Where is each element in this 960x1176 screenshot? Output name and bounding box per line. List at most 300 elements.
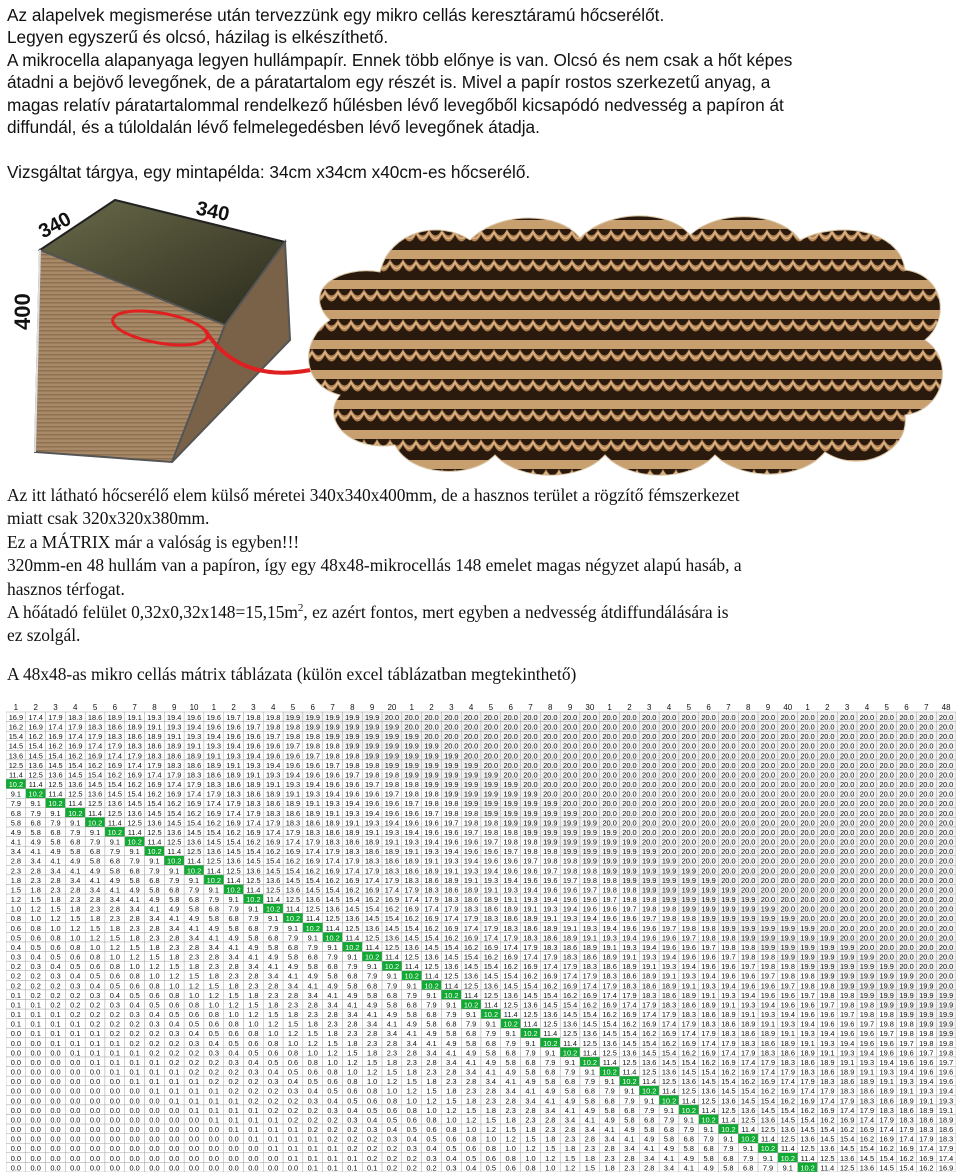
matrix-cell-value: 19.3 [899,1077,914,1087]
matrix-cell-value: 10.2 [483,1010,499,1020]
matrix-cell-value: 11.4 [404,962,419,972]
matrix-cell-value: 11.4 [206,866,221,876]
matrix-cell-value: 12.5 [186,847,202,857]
matrix-cell-value: 19.1 [820,1048,835,1058]
matrix-cell-value: 0.0 [70,1115,81,1125]
matrix-cell-value: 17.4 [483,933,499,943]
matrix-cell-value: 2.3 [327,1019,338,1029]
matrix-cell-value: 20.0 [760,847,776,857]
matrix-cell-value: 19.9 [345,732,360,742]
matrix-cell-value: 5.8 [248,933,259,943]
matrix-cell-value: 11.4 [325,923,340,933]
matrix-cell-value: 18.6 [483,904,499,914]
matrix-cell-value: 14.5 [622,1038,637,1048]
matrix-cell-value: 0.5 [426,1134,437,1144]
matrix-cell-value: 0.0 [70,1096,81,1106]
matrix-cell-value: 20.0 [661,847,677,857]
matrix-cell-value: 20.0 [899,722,914,732]
matrix-cell-value: 19.4 [602,923,617,933]
matrix-cell-value: 19.3 [721,990,736,1000]
matrix-cell-value: 10.2 [325,933,340,943]
matrix-cell-value: 19.3 [325,799,340,809]
matrix-cell-value: 0.2 [268,1105,279,1115]
matrix-cell-value: 2.8 [426,1057,437,1067]
matrix-cell-value: 19.9 [938,1000,954,1010]
matrix-cell-value: 0.1 [109,1048,120,1058]
matrix-cell-value: 20.0 [820,751,835,761]
matrix-cell-value: 0.0 [129,1153,140,1163]
matrix-header-cell: 4 [73,703,78,712]
matrix-cell-value: 2.3 [505,1105,516,1115]
matrix-header-cell: 1 [409,703,414,712]
matrix-cell-value: 5.8 [30,827,41,837]
matrix-cell-value: 16.9 [839,1115,855,1125]
matrix-cell-value: 19.1 [364,827,380,837]
matrix-cell-value: 9.1 [505,1029,516,1039]
matrix-cell-value: 0.2 [347,1144,358,1154]
matrix-cell-value: 19.8 [919,1029,934,1039]
matrix-cell-value: 18.3 [424,885,439,895]
matrix-cell-value: 9.1 [109,837,120,847]
matrix-cell-value: 0.3 [129,1010,140,1020]
matrix-cell-value: 19.1 [899,1086,914,1096]
matrix-cell-value: 19.9 [879,990,894,1000]
matrix-cell-value: 20.0 [602,751,617,761]
matrix-cell-value: 18.6 [147,741,162,751]
matrix-cell-value: 19.1 [463,875,479,885]
matrix-cell-value: 19.9 [800,952,815,962]
matrix-cell-value: 13.6 [642,1057,657,1067]
matrix-cell-value: 20.0 [780,895,795,905]
matrix-cell-value: 16.9 [859,1125,875,1135]
matrix-cell-value: 20.0 [582,732,598,742]
matrix-cell-value: 18.9 [562,933,578,943]
matrix-cell-value: 19.1 [246,770,261,780]
matrix-cell-value: 20.0 [820,741,835,751]
matrix-cell-value: 0.3 [30,962,41,972]
matrix-cell-value: 18.9 [721,1010,736,1020]
matrix-cell-value: 20.0 [919,751,934,761]
matrix-cell-value: 2.3 [208,962,219,972]
matrix-cell-value: 19.9 [701,885,716,895]
matrix-cell-value: 19.9 [780,952,795,962]
matrix-cell-value: 16.2 [186,808,202,818]
matrix-cell-value: 1.2 [248,1010,259,1020]
matrix-cell-value: 7.9 [584,1077,595,1087]
matrix-cell-value: 0.0 [169,1144,180,1154]
matrix-cell-value: 19.6 [206,722,222,732]
matrix-cell-value: 0.8 [406,1105,417,1115]
matrix-cell-value: 0.4 [10,942,22,952]
matrix-cell-value: 19.4 [503,875,518,885]
matrix-cell-value: 4.1 [188,923,200,933]
matrix-cell-value: 4.1 [89,875,101,885]
matrix-cell-value: 19.8 [305,732,320,742]
matrix-cell-value: 10.2 [28,789,43,799]
matrix-cell-value: 20.0 [740,885,756,895]
matrix-cell-value: 5.8 [208,914,219,924]
matrix-cell-value: 0.8 [109,962,120,972]
matrix-cell-value: 0.5 [386,1115,398,1125]
matrix-cell-value: 6.8 [683,1134,694,1144]
matrix-cell-value: 19.4 [582,914,598,924]
matrix-cell-value: 19.8 [285,732,301,742]
matrix-cell-value: 19.8 [859,1000,875,1010]
matrix-cell-value: 17.9 [839,1096,855,1106]
matrix-cell-value: 13.6 [622,1048,637,1058]
matrix-cell-value: 20.0 [642,818,657,828]
matrix-cell-value: 17.4 [404,895,419,905]
matrix-cell-value: 5.8 [505,1057,516,1067]
matrix-cell-value: 11.4 [503,1010,518,1020]
matrix-cell-value: 10.2 [384,962,400,972]
matrix-cell-value: 4.9 [327,981,338,991]
matrix-cell-value: 18.9 [463,885,479,895]
matrix-cell-value: 19.9 [582,818,598,828]
matrix-cell-value: 3.4 [386,1029,398,1039]
matrix-cell-value: 17.9 [721,1038,736,1048]
matrix-cell-value: 19.9 [503,818,518,828]
matrix-cell-value: 19.7 [721,952,736,962]
matrix-cell-value: 19.9 [444,751,459,761]
matrix-cell-value: 20.0 [523,722,538,732]
matrix-cell-value: 0.0 [50,1115,61,1125]
matrix-cell-value: 2.8 [169,933,180,943]
matrix-cell-value: 0.0 [30,1105,41,1115]
matrix-cell-value: 4.1 [446,1048,457,1058]
matrix-cell-value: 20.0 [681,712,697,722]
matrix-cell-value: 0.1 [149,1057,160,1067]
matrix-cell-value: 13.6 [127,808,142,818]
matrix-cell-value: 17.4 [265,827,281,837]
matrix-cell-value: 16.9 [68,741,83,751]
matrix-cell-value: 0.2 [109,1029,120,1039]
matrix-cell-value: 19.9 [503,780,518,790]
matrix-cell-value: 0.2 [149,1048,160,1058]
matrix-cell-value: 17.9 [543,952,558,962]
matrix-cell-value: 19.1 [186,741,202,751]
matrix-cell-value: 19.9 [919,1019,934,1029]
matrix-cell-value: 20.0 [760,837,776,847]
matrix-cell-value: 19.8 [721,942,736,952]
matrix-cell-value: 18.6 [107,722,123,732]
matrix-cell-value: 19.4 [919,1077,934,1087]
matrix-cell-value: 19.9 [424,770,439,780]
matrix-cell-value: 1.5 [347,1048,358,1058]
matrix-cell-value: 0.0 [248,1153,259,1163]
matrix-cell-value: 18.6 [87,712,103,722]
matrix-cell-value: 20.0 [859,770,875,780]
matrix-cell-value: 0.1 [129,1067,140,1077]
matrix-cell-value: 0.0 [188,1134,200,1144]
matrix-cell-value: 20.0 [919,818,934,828]
matrix-cell-value: 11.4 [642,1077,657,1087]
matrix-cell-value: 17.4 [701,1038,716,1048]
matrix-cell-value: 9.1 [70,818,81,828]
matrix-cell-value: 17.4 [206,799,222,809]
matrix-cell-value: 0.8 [129,971,140,981]
matrix-cell-value: 18.9 [285,799,301,809]
matrix-cell-value: 18.9 [839,1067,855,1077]
matrix-cell-value: 6.8 [268,933,279,943]
matrix-cell-value: 19.4 [740,990,756,1000]
matrix-cell-value: 0.0 [89,1144,101,1154]
matrix-cell-value: 20.0 [721,780,736,790]
matrix-cell-value: 6.8 [386,990,398,1000]
matrix-cell-value: 3.4 [327,1000,338,1010]
matrix-cell-value: 16.9 [780,1086,795,1096]
matrix-cell-value: 1.8 [169,952,180,962]
matrix-cell-value: 16.9 [740,1067,756,1077]
matrix-cell-value: 13.6 [68,780,83,790]
matrix-cell-value: 7.9 [10,799,22,809]
matrix-cell-value: 18.9 [780,1038,795,1048]
matrix-cell-value: 20.0 [800,837,815,847]
matrix-cell-value: 19.9 [800,942,815,952]
matrix-cell-value: 11.4 [543,1029,558,1039]
matrix-cell-value: 7.9 [307,942,318,952]
matrix-cell-value: 13.6 [384,933,400,943]
matrix-cell-value: 0.0 [228,1153,239,1163]
matrix-cell-value: 17.9 [147,760,162,770]
matrix-cell-value: 0.0 [129,1096,140,1106]
matrix-cell-value: 18.3 [404,875,419,885]
matrix-cell-value: 0.2 [89,1019,101,1029]
matrix-cell-value: 0.0 [169,1134,180,1144]
matrix-cell-value: 10.2 [740,1134,756,1144]
matrix-cell-value: 19.8 [879,1019,894,1029]
matrix-cell-value: 19.9 [642,875,657,885]
matrix-cell-value: 0.1 [268,1144,279,1154]
matrix-cell-value: 20.0 [859,760,875,770]
matrix-cell-value: 20.0 [859,942,875,952]
matrix-cell-value: 0.6 [208,1019,219,1029]
matrix-cell-value: 17.4 [820,1096,835,1106]
matrix-cell-value: 0.2 [327,1134,338,1144]
matrix-cell-value: 16.2 [602,1010,617,1020]
matrix-cell-value: 4.9 [505,1067,516,1077]
matrix-cell-value: 19.9 [820,971,835,981]
matrix-cell-value: 0.1 [30,1019,41,1029]
matrix-cell-value: 9.1 [89,827,101,837]
matrix-cell-value: 11.4 [464,990,479,1000]
matrix-cell-value: 0.0 [228,1144,239,1154]
matrix-cell-value: 6.8 [10,808,22,818]
matrix-cell-value: 19.3 [562,914,578,924]
matrix-cell-value: 19.7 [384,789,400,799]
matrix-cell-value: 14.5 [127,799,142,809]
matrix-cell-value: 0.4 [406,1134,417,1144]
matrix-cell-value: 20.0 [820,770,835,780]
matrix-cell-value: 20.0 [681,751,697,761]
matrix-cell-value: 19.9 [721,923,736,933]
matrix-cell-value: 13.6 [265,875,281,885]
matrix-cell-value: 20.0 [820,856,835,866]
matrix-cell-value: 18.3 [107,732,123,742]
matrix-cell-value: 17.4 [740,1057,756,1067]
matrix-cell-value: 19.1 [780,1029,795,1039]
matrix-cell-value: 19.4 [364,808,380,818]
matrix-cell-value: 3.4 [426,1048,437,1058]
matrix-cell-value: 19.6 [463,837,479,847]
matrix-cell-value: 20.0 [859,895,875,905]
matrix-cell-value: 7.9 [525,1048,536,1058]
matrix-cell-value: 0.6 [367,1096,378,1106]
matrix-cell-value: 1.5 [129,942,140,952]
matrix-cell-value: 1.5 [70,914,81,924]
matrix-cell-value: 0.0 [30,1077,41,1087]
matrix-cell-value: 17.9 [661,1010,677,1020]
matrix-cell-value: 20.0 [919,923,934,933]
matrix-cell-value: 3.4 [129,904,140,914]
matrix-cell-value: 19.8 [325,751,340,761]
matrix-cell-value: 14.5 [760,1105,776,1115]
matrix-cell-value: 2.3 [89,904,101,914]
matrix-cell-value: 19.7 [562,875,578,885]
matrix-cell-value: 19.7 [523,856,538,866]
matrix-cell-value: 19.1 [879,1077,894,1087]
matrix-cell-value: 0.5 [485,1163,497,1172]
matrix-cell-value: 0.6 [465,1144,477,1154]
matrix-cell-value: 19.6 [859,1029,875,1039]
matrix-cell-value: 19.6 [543,885,558,895]
matrix-cell-value: 0.0 [188,1163,200,1172]
matrix-cell-value: 17.9 [265,818,281,828]
matrix-cell-value: 13.6 [206,847,222,857]
matrix-cell-value: 18.3 [661,1000,677,1010]
matrix-cell-value: 19.6 [226,732,241,742]
matrix-cell-value: 18.6 [780,1048,795,1058]
matrix-header-cell: 7 [330,703,335,712]
matrix-cell-value: 0.4 [465,1163,477,1172]
matrix-cell-value: 19.9 [444,789,459,799]
matrix-cell-value: 20.0 [839,875,855,885]
matrix-cell-value: 18.3 [839,1086,855,1096]
matrix-cell-value: 17.9 [127,751,142,761]
matrix-cell-value: 20.0 [721,789,736,799]
matrix-cell-value: 6.8 [50,827,61,837]
matrix-cell-value: 19.4 [879,1057,894,1067]
matrix-cell-value: 10.2 [48,799,63,809]
matrix-cell-value: 13.6 [8,751,24,761]
matrix-cell-value: 13.6 [503,990,518,1000]
matrix-cell-value: 18.9 [206,760,222,770]
matrix-cell-value: 20.0 [879,923,894,933]
matrix-cell-value: 19.4 [701,971,716,981]
matrix-cell-value: 20.0 [582,722,598,732]
matrix-cell-value: 19.9 [681,885,697,895]
matrix-cell-value: 10.2 [107,827,123,837]
matrix-cell-value: 16.9 [463,933,479,943]
matrix-cell-value: 13.6 [87,789,103,799]
matrix-cell-value: 1.8 [10,875,22,885]
matrix-cell-value: 19.3 [919,1086,934,1096]
matrix-cell-value: 12.5 [305,904,320,914]
matrix-cell-value: 18.9 [681,990,697,1000]
matrix-cell-value: 19.9 [523,799,538,809]
matrix-cell-value: 1.8 [109,923,120,933]
matrix-cell-value: 0.1 [367,1163,378,1172]
matrix-cell-value: 18.3 [879,1105,894,1115]
matrix-cell-value: 9.1 [663,1105,675,1115]
matrix-cell-value: 18.3 [602,971,617,981]
matrix-cell-value: 7.9 [89,837,101,847]
matrix-cell-value: 0.4 [347,1105,358,1115]
matrix-cell-value: 13.6 [444,962,459,972]
matrix-cell-value: 7.9 [188,885,200,895]
matrix-cell-value: 19.8 [800,971,815,981]
matrix-cell-value: 17.4 [68,732,83,742]
matrix-cell-value: 19.6 [562,895,578,905]
matrix-cell-value: 19.9 [345,741,360,751]
matrix-cell-value: 1.2 [347,1057,358,1067]
matrix-cell-value: 9.1 [782,1163,793,1172]
matrix-cell-value: 18.6 [404,866,419,876]
matrix-cell-value: 18.6 [760,1038,776,1048]
matrix-cell-value: 14.5 [206,837,222,847]
matrix-cell-value: 3.4 [287,981,299,991]
matrix-cell-value: 13.6 [820,1144,835,1154]
matrix-cell-value: 0.4 [188,1029,200,1039]
matrix-cell-value: 4.9 [367,1000,378,1010]
matrix-cell-value: 1.8 [30,885,41,895]
matrix-cell-value: 20.0 [740,808,756,818]
matrix-cell-value: 0.0 [109,1115,120,1125]
matrix-cell-value: 16.2 [760,1086,776,1096]
matrix-cell-value: 20.0 [859,712,875,722]
matrix-cell-value: 15.4 [582,1010,598,1020]
matrix-cell-value: 16.9 [107,760,123,770]
matrix-cell-value: 20.0 [602,732,617,742]
matrix-cell-value: 20.0 [582,760,598,770]
matrix-cell-value: 1.5 [109,933,120,943]
matrix-cell-value: 13.6 [760,1115,776,1125]
matrix-cell-value: 17.4 [681,1029,697,1039]
matrix-cell-value: 19.3 [167,722,182,732]
heat-exchanger-figure [0,190,960,482]
matrix-cell-value: 0.0 [89,1096,101,1106]
matrix-cell-value: 19.6 [879,1038,894,1048]
matrix-cell-value: 0.1 [268,1134,279,1144]
matrix-cell-value: 1.0 [485,1134,497,1144]
matrix-cell-value: 12.5 [780,1134,795,1144]
matrix-cell-value: 18.3 [305,827,320,837]
matrix-cell-value: 20.0 [919,952,934,962]
matrix-cell-value: 0.3 [149,1019,160,1029]
matrix-cell-value: 9.1 [446,1000,457,1010]
matrix-cell-value: 4.1 [208,933,219,943]
matrix-cell-value: 1.2 [386,1077,398,1087]
matrix-cell-value: 20.0 [938,875,954,885]
matrix-cell-value: 6.8 [208,904,219,914]
matrix-cell-value: 20.0 [899,875,914,885]
matrix-cell-value: 4.9 [10,827,22,837]
matrix-cell-value: 17.9 [820,1086,835,1096]
matrix-cell-value: 20.0 [543,751,558,761]
matrix-cell-value: 0.1 [307,1134,318,1144]
matrix-cell-value: 1.0 [30,914,41,924]
matrix-cell-value: 20.0 [780,885,795,895]
matrix-cell-value: 20.0 [879,780,894,790]
matrix-cell-value: 1.5 [327,1038,338,1048]
matrix-cell-value: 19.9 [463,780,479,790]
matrix-cell-value: 2.8 [485,1086,497,1096]
matrix-cell-value: 1.2 [208,990,219,1000]
matrix-cell-value: 5.8 [228,923,239,933]
matrix-cell-value: 20.0 [859,751,875,761]
matrix-cell-value: 5.8 [129,875,140,885]
matrix-cell-value: 20.0 [681,732,697,742]
